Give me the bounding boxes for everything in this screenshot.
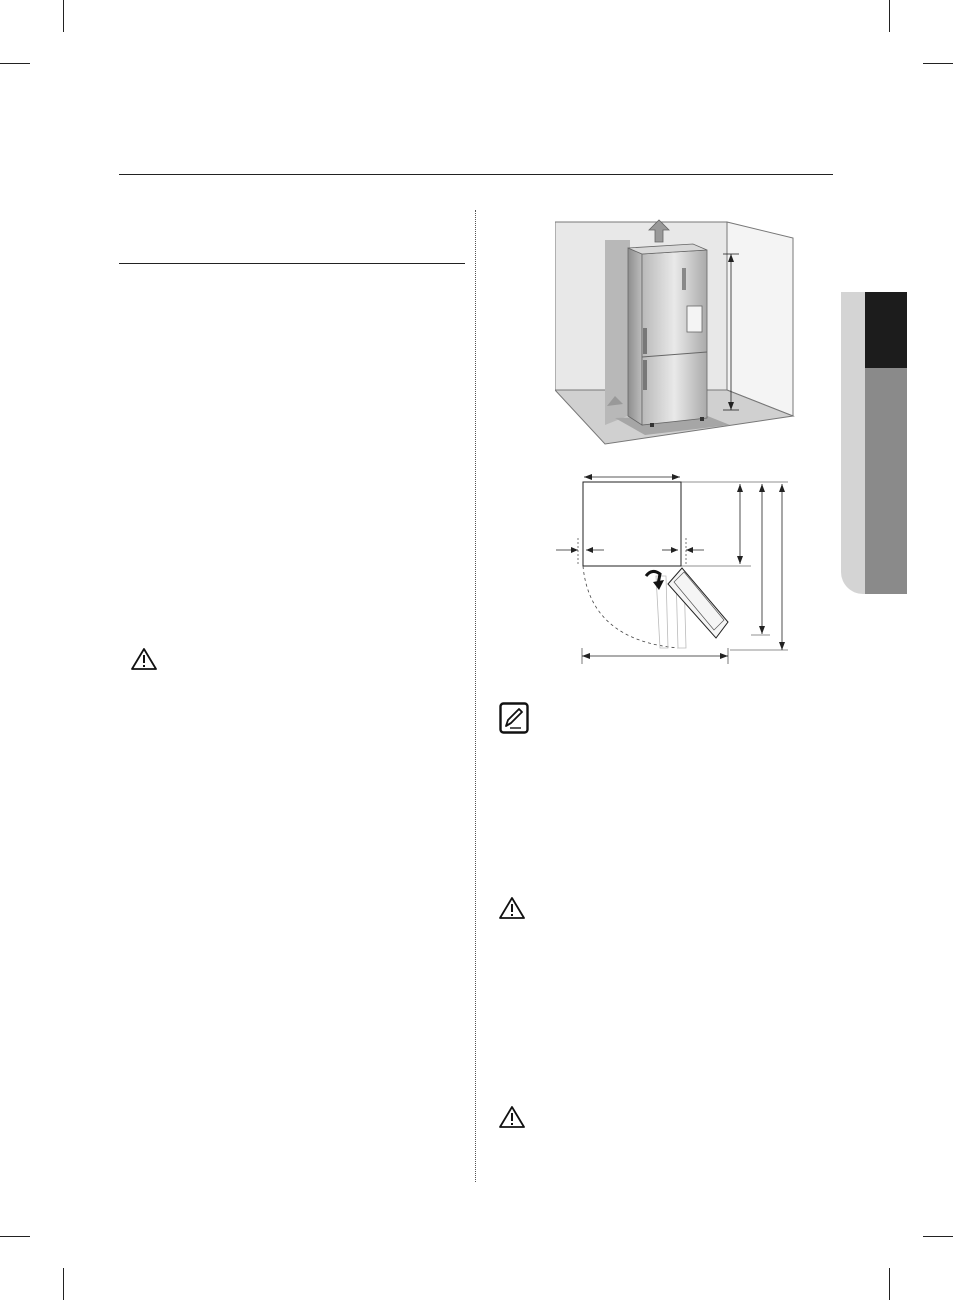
door-clearance-diagram <box>556 472 794 668</box>
chapter-tab <box>841 292 907 594</box>
crop-mark <box>923 1236 953 1237</box>
warning-triangle-icon <box>499 897 525 919</box>
crop-mark <box>923 63 953 64</box>
warning-triangle-icon <box>499 1106 525 1128</box>
crop-mark <box>63 1268 64 1300</box>
refrigerator-clearance-illustration <box>555 210 800 446</box>
warning-triangle-icon <box>131 648 157 670</box>
crop-mark <box>889 1268 890 1300</box>
header-rule <box>119 174 833 175</box>
crop-mark <box>0 1236 30 1237</box>
column-divider <box>475 210 476 1182</box>
crop-mark <box>889 0 890 32</box>
chapter-tab-body <box>865 368 907 594</box>
chapter-tab-active <box>865 292 907 368</box>
note-pencil-icon <box>499 702 529 734</box>
crop-mark <box>63 0 64 32</box>
crop-mark <box>0 63 30 64</box>
section-rule <box>119 263 465 264</box>
